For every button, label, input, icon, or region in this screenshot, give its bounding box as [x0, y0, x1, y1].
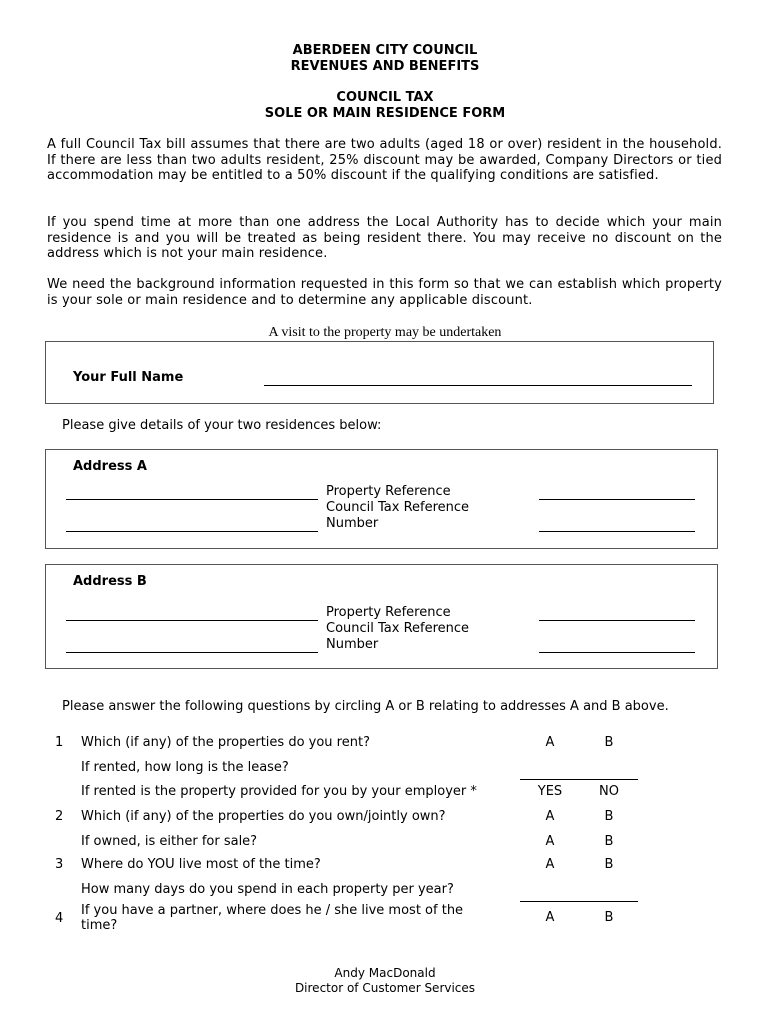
- address-a-line-2[interactable]: [66, 531, 318, 532]
- intro-paragraph-3: We need the background information requested in this form so that we can establish which property is your sole or main residence and to determine any applicable discount.: [47, 277, 722, 308]
- questions-intro: Please answer the following questions by circling A or B relating to addresses A and B above.: [62, 699, 669, 714]
- full-name-label: Your Full Name: [73, 370, 184, 385]
- visit-note: A visit to the property may be undertaken: [268, 325, 502, 340]
- q3-option-b[interactable]: B: [604, 857, 614, 872]
- q1-option-a[interactable]: A: [545, 735, 555, 750]
- q4-number: 4: [55, 911, 64, 926]
- q4-text-line2: time?: [81, 918, 118, 933]
- address-b-property-ref-label: Property Reference: [326, 605, 451, 620]
- q2-sub1-option-b[interactable]: B: [604, 834, 614, 849]
- intro-paragraph-2: If you spend time at more than one address the Local Authority has to decide which your main residence is and you will be treated as being resident there. You may receive no discount on the address which is not your main residence.: [47, 215, 722, 261]
- q2-sub1-option-a[interactable]: A: [545, 834, 555, 849]
- q1-sub2-option-yes[interactable]: YES: [537, 784, 563, 799]
- q1-sub2-option-no[interactable]: NO: [599, 784, 619, 799]
- q3-number: 3: [55, 857, 64, 872]
- q3-option-a[interactable]: A: [545, 857, 555, 872]
- department-name: REVENUES AND BENEFITS: [290, 59, 480, 74]
- signatory-name: Andy MacDonald: [334, 966, 436, 980]
- intro-paragraph-1: A full Council Tax bill assumes that there are two adults (aged 18 or over) resident in the household. If there are less than two adults resident, 25% discount may be awarded, Company Directors or tied accommodation may be entitled to a 50% discount if the qualifying conditions are satisfied.: [47, 137, 722, 183]
- address-b-ct-ref-label-2: Number: [326, 637, 379, 652]
- address-b-box: [45, 564, 718, 669]
- address-a-line-1[interactable]: [66, 499, 318, 500]
- q3-sub1-text: How many days do you spend in each property per year?: [81, 882, 454, 897]
- q3-text: Where do YOU live most of the time?: [81, 857, 321, 872]
- q2-option-b[interactable]: B: [604, 809, 614, 824]
- q2-sub1-text: If owned, is either for sale?: [81, 834, 258, 849]
- q1-sub1-text: If rented, how long is the lease?: [81, 760, 289, 775]
- q4-option-a[interactable]: A: [545, 910, 555, 925]
- address-b-ct-ref-input[interactable]: [539, 652, 695, 653]
- q1-number: 1: [55, 735, 64, 750]
- form-category: COUNCIL TAX: [336, 90, 434, 105]
- address-b-line-2[interactable]: [66, 652, 318, 653]
- form-title: SOLE OR MAIN RESIDENCE FORM: [264, 106, 506, 121]
- address-b-title: Address B: [73, 574, 147, 589]
- signatory-title: Director of Customer Services: [294, 981, 476, 995]
- days-per-year-input[interactable]: [520, 901, 638, 902]
- q1-text: Which (if any) of the properties do you rent?: [81, 735, 370, 750]
- address-b-ct-ref-label: Council Tax Reference: [326, 621, 470, 636]
- q2-option-a[interactable]: A: [545, 809, 555, 824]
- q4-option-b[interactable]: B: [604, 910, 614, 925]
- org-name: ABERDEEN CITY COUNCIL: [292, 43, 478, 58]
- q2-number: 2: [55, 809, 64, 824]
- residences-intro: Please give details of your two residences below:: [62, 418, 382, 433]
- q4-text: If you have a partner, where does he / she live most of the: [81, 903, 464, 918]
- full-name-box: [45, 341, 714, 404]
- address-a-ct-ref-label-2: Number: [326, 516, 379, 531]
- q1-sub2-text: If rented is the property provided for you by your employer *: [81, 784, 477, 799]
- address-a-ct-ref-label: Council Tax Reference: [326, 500, 470, 515]
- q1-option-b[interactable]: B: [604, 735, 614, 750]
- address-b-line-1[interactable]: [66, 620, 318, 621]
- address-a-title: Address A: [73, 459, 147, 474]
- address-a-property-ref-label: Property Reference: [326, 484, 451, 499]
- address-b-property-ref-input[interactable]: [539, 620, 695, 621]
- full-name-input-line[interactable]: [264, 385, 692, 386]
- lease-length-input[interactable]: [520, 779, 638, 780]
- address-a-property-ref-input[interactable]: [539, 499, 695, 500]
- address-a-box: [45, 449, 718, 549]
- q2-text: Which (if any) of the properties do you own/jointly own?: [81, 809, 446, 824]
- address-a-ct-ref-input[interactable]: [539, 531, 695, 532]
